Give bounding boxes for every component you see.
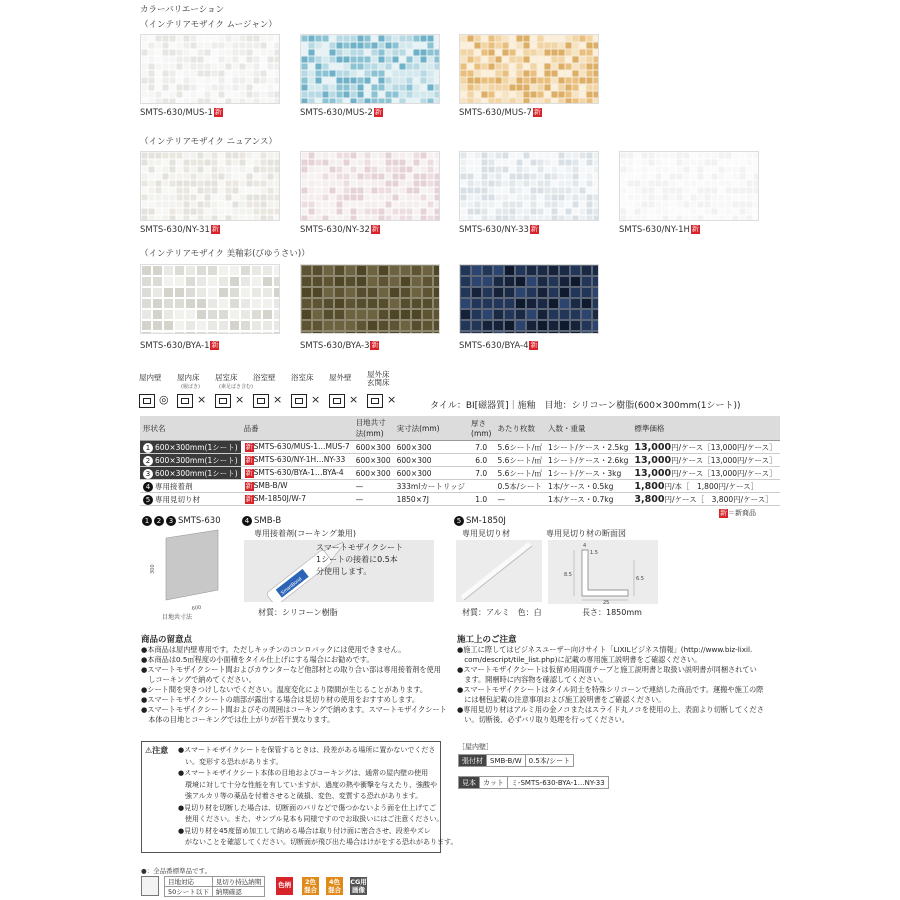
table-row bbox=[140, 454, 780, 467]
page-title: カラーバリエーション bbox=[140, 5, 225, 15]
tile-code: SMTS-630/NY-32 bbox=[300, 225, 370, 235]
note-line: ます。開梱時に内容物を確認してください。 bbox=[457, 675, 608, 684]
joint-size: 600×300 bbox=[353, 467, 394, 480]
trim-piece-icon bbox=[456, 540, 542, 602]
footer-badge: 2色 混合 bbox=[304, 878, 317, 894]
section-title: （インテリアモザイク ニュアンス） bbox=[140, 137, 278, 147]
shape-cell bbox=[140, 441, 241, 454]
section-title: 専用見切り材の断面図 bbox=[546, 529, 626, 538]
tile-code: SMTS-630/BYA-3 bbox=[300, 341, 370, 351]
note-line: ●見切り材を45度留め加工して納める場合は取り付け面に密合させ、段差やズレ bbox=[178, 826, 431, 835]
note-line: ●シート間を突きつけしないでください。温度変化により隙間が生じることがあります。 bbox=[141, 685, 428, 694]
footer-badge: 色柄 bbox=[276, 877, 293, 895]
sm-photo bbox=[456, 540, 542, 602]
price-unit: 円/ケース bbox=[671, 468, 704, 478]
product-sm-title bbox=[454, 516, 506, 526]
row-number: 3 bbox=[143, 469, 153, 479]
joint-size: 600×300 bbox=[353, 454, 394, 467]
actual-size: 1850×7J bbox=[394, 493, 468, 506]
price-sub: ［ 1,800円/ケース］ bbox=[682, 481, 759, 491]
sm-material: 材質：アルミ 色：白 bbox=[462, 608, 542, 617]
pack-weight: 1本/ケース・0.7kg bbox=[545, 493, 631, 506]
product-code: SMTS-630/BYA-1…BYA-4 bbox=[253, 468, 344, 478]
shape-name: 専用接着剤 bbox=[155, 481, 193, 491]
thickness bbox=[468, 480, 494, 493]
footer-col-joint: 目地対応 bbox=[165, 877, 213, 887]
usage-mark: × bbox=[197, 393, 207, 406]
note-line: ●専用見切り材はアルミ用の金ノコまたはスライド丸ノコを使用の上、表面より切断してくださ bbox=[457, 705, 764, 714]
tile-swatch bbox=[619, 151, 759, 221]
new-badge-icon: 新 bbox=[211, 341, 219, 349]
note-line: ●スマートモザイクシート間およびその周囲はコーキングで納めます。スマートモザイクシート bbox=[141, 705, 447, 714]
product-smb-name: SMB-B bbox=[254, 516, 282, 526]
footer-note bbox=[141, 866, 211, 875]
pack-weight: 1シート/ケース・2.5kg bbox=[545, 441, 631, 454]
adhesive-table bbox=[458, 754, 574, 767]
price-cell bbox=[631, 493, 779, 506]
price-unit: 円/ケース bbox=[664, 494, 697, 504]
warning-label-text: 注意 bbox=[152, 746, 169, 755]
shape-name: 専用見切り材 bbox=[155, 494, 200, 504]
product-smb-sub: 専用接着剤(コーキング兼用) bbox=[254, 529, 357, 538]
column-header: 品番 bbox=[241, 416, 353, 441]
tile-swatch bbox=[300, 34, 440, 104]
product-code: SMB-B/W bbox=[253, 481, 288, 491]
warning-box bbox=[141, 741, 458, 853]
pack-weight: 1本/ケース・0.5kg bbox=[545, 480, 631, 493]
dim-caption: 目地共寸法 bbox=[162, 614, 193, 621]
dim-width: 600 bbox=[191, 604, 202, 612]
spec-table bbox=[140, 416, 780, 506]
column-header: 標準価格 bbox=[631, 416, 779, 441]
tile-swatch bbox=[140, 151, 280, 221]
price-cell bbox=[631, 467, 779, 480]
price-cell bbox=[631, 454, 779, 467]
tile-label bbox=[300, 108, 383, 118]
note-line: には梱包記載の注意事項および施工説明書をご確認ください。 bbox=[457, 695, 666, 704]
mini-table-title: ［屋内壁］ bbox=[458, 743, 493, 751]
smb-desc-line: スマートモザイクシート bbox=[316, 543, 404, 552]
standard-icon bbox=[141, 876, 159, 896]
price-unit: 円/ケース bbox=[671, 442, 704, 452]
badge-2: 2 bbox=[154, 516, 164, 526]
joint-size: 600×300 bbox=[353, 441, 394, 454]
tile-code: SMTS-630/BYA-1 bbox=[140, 341, 210, 351]
adhesive-table-code: SMB-B/W bbox=[487, 755, 526, 767]
usage-mark: × bbox=[387, 393, 397, 406]
price: 1,800 bbox=[634, 480, 665, 492]
spec-table-header bbox=[140, 416, 780, 441]
badge-3: 3 bbox=[166, 516, 176, 526]
tile-label bbox=[140, 341, 219, 351]
note-line: 本体の目地とコーキングでは仕上がりが若干異なります。 bbox=[141, 715, 335, 724]
product-smts-title bbox=[142, 516, 221, 526]
new-badge-icon: 新 bbox=[245, 455, 253, 464]
note-line: 環境に対して十分な性能を有していますが、過度の熱や衝撃を与えたり、強酸や bbox=[178, 780, 437, 789]
tube-label: SmartBond bbox=[279, 576, 304, 597]
construction-notes bbox=[457, 633, 764, 725]
price: 3,800 bbox=[634, 493, 665, 505]
new-badge-icon: 新 bbox=[530, 225, 538, 233]
product-notes-title: 商品の留意点 bbox=[141, 635, 193, 645]
usage-sub-label: (素足ばき含む) bbox=[219, 384, 253, 390]
new-badge-icon: 新 bbox=[245, 494, 253, 503]
tile-label bbox=[140, 225, 220, 235]
new-legend bbox=[718, 508, 756, 518]
row-number: 4 bbox=[143, 482, 153, 492]
usage-label: 屋外床 玄関床 bbox=[367, 370, 390, 387]
smb-desc-line: 分使用します。 bbox=[316, 567, 372, 576]
sheet-shape bbox=[166, 530, 218, 600]
new-badge-icon: 新 bbox=[530, 341, 538, 349]
sample-table-code: ミ-SMTS-630-BYA-1…NY-33 bbox=[507, 777, 608, 789]
new-badge-icon: 新 bbox=[211, 225, 219, 233]
new-badge-icon: 新 bbox=[371, 341, 379, 349]
note-line: ●スマートモザイクシートの端部が露出する場合は見切り材の使用をおすすめします。 bbox=[141, 695, 420, 704]
price: 13,000 bbox=[634, 467, 672, 479]
product-code: SM-1850J/W-7 bbox=[253, 494, 307, 504]
shape-name: 600×300mm(1シート) bbox=[155, 468, 238, 478]
column-header: 実寸法(mm) bbox=[394, 416, 468, 441]
usage-icons bbox=[139, 370, 419, 414]
usage-sub-label: (履ばき) bbox=[181, 384, 200, 390]
tile-swatch bbox=[459, 264, 599, 334]
per-area: — bbox=[494, 493, 544, 506]
price-unit: 円/ケース bbox=[671, 455, 704, 465]
table-row bbox=[140, 480, 780, 493]
per-area: 5.6シート/㎡ bbox=[494, 467, 544, 480]
note-line: ●スマートモザイクシートは仮留め用両面テープと施工説明書と取扱い説明書が同梱されてい bbox=[457, 665, 757, 674]
dim-height: 300 bbox=[150, 564, 156, 574]
adhesive-table-label: 張付材 bbox=[459, 755, 487, 767]
note-line: ●施工に際してはビジネスユーザー向けサイト「LIXILビジネス情報」(http://www.biz-lixil. bbox=[457, 645, 753, 654]
row-number: 2 bbox=[143, 456, 153, 466]
new-badge-icon: 新 bbox=[533, 108, 541, 116]
footer-badge: 4色 混合 bbox=[328, 878, 341, 894]
tile-swatch bbox=[459, 34, 599, 104]
usage-label: 浴室床 bbox=[291, 373, 314, 382]
table-row bbox=[140, 441, 780, 454]
new-badge-icon: 新 bbox=[374, 108, 382, 116]
code-cell bbox=[241, 441, 353, 454]
per-area: 5.6シート/㎡ bbox=[494, 441, 544, 454]
pack-weight: 1シート/ケース・2.6kg bbox=[545, 454, 631, 467]
tile-code: SMTS-630/MUS-7 bbox=[459, 108, 532, 118]
shape-name: 600×300mm(1シート) bbox=[155, 455, 238, 465]
dim-25: 25 bbox=[603, 600, 610, 604]
joint-size: — bbox=[353, 480, 394, 493]
note-line: い。切断後、必ずバリ取り処理を行ってください。 bbox=[457, 715, 629, 724]
footer-badge: CG用 画像 bbox=[350, 878, 367, 894]
tile-label bbox=[300, 225, 380, 235]
column-header: 厚さ(mm) bbox=[468, 416, 494, 441]
table-row bbox=[140, 493, 780, 506]
new-badge-icon: 新 bbox=[691, 225, 699, 233]
row-number: 1 bbox=[143, 443, 153, 453]
shape-cell bbox=[140, 493, 241, 506]
thickness: 1.0 bbox=[468, 493, 494, 506]
price-cell bbox=[631, 480, 779, 493]
usage-symbol-icon bbox=[329, 394, 345, 408]
product-smb-title bbox=[242, 516, 281, 526]
section-title: （インテリアモザイク 美釉彩(びゆうさい)） bbox=[140, 249, 310, 259]
actual-size: 333mlカートリッジ bbox=[394, 480, 468, 493]
sample-table bbox=[458, 776, 609, 789]
spec-line: タイル：BⅠ[磁器質]｜施釉 目地：シリコーン樹脂(600×300mm(1シート)) bbox=[430, 401, 741, 411]
price-sub: ［13,000円/ケース］ bbox=[703, 455, 777, 465]
joint-size: — bbox=[353, 493, 394, 506]
warning-label bbox=[145, 745, 168, 756]
tile-label bbox=[459, 108, 542, 118]
smts-sheet-drawing bbox=[148, 528, 228, 620]
adhesive-table-usage: 0.5本/シート bbox=[525, 755, 574, 767]
note-line: ●本商品は屋内壁専用です。ただしキッチンのコンロバックには使用できません。 bbox=[141, 645, 406, 654]
code-cell bbox=[241, 454, 353, 467]
section-title: （インテリアモザイク ムージャン） bbox=[140, 20, 277, 30]
note-line: がないことを確認してください。切断面が飛び出た場合はけがをする恐れがあります。 bbox=[178, 838, 458, 846]
tile-label bbox=[459, 341, 538, 351]
new-badge-icon: 新 bbox=[245, 442, 253, 451]
warning-triangle-icon: ⚠ bbox=[145, 746, 153, 755]
tile-code: SMTS-630/NY-31 bbox=[140, 225, 210, 235]
shape-name: 600×300mm(1シート) bbox=[155, 442, 238, 452]
shape-cell bbox=[140, 454, 241, 467]
badge-4: 4 bbox=[242, 516, 252, 526]
dim-6-5: 6.5 bbox=[636, 576, 644, 582]
note-line: ●スマートモザイクシート本体の目地およびコーキングは、通常の屋内壁の使用 bbox=[178, 769, 429, 777]
footer-val-delivery: 納期確認 bbox=[212, 887, 265, 897]
note-line: ●見切り材を切断した場合は、切断面のバリなどで傷つかないよう面を仕上げてご bbox=[178, 803, 437, 812]
new-badge-icon: 新 bbox=[245, 481, 253, 490]
tile-code: SMTS-630/NY-1H bbox=[619, 225, 690, 235]
dim-4: 4 bbox=[583, 543, 587, 549]
new-legend-text: ＝新商品 bbox=[728, 509, 756, 517]
new-badge-icon: 新 bbox=[720, 508, 727, 517]
usage-symbol-icon bbox=[291, 394, 307, 408]
product-code: SMTS-630/MUS-1…MUS-7 bbox=[253, 442, 350, 452]
note-line: ●本商品は0.5㎡程度の小面積をタイル仕上げにする場合にお勧めです。 bbox=[141, 655, 374, 664]
actual-size: 600×300 bbox=[394, 454, 468, 467]
tile-code: SMTS-630/MUS-1 bbox=[140, 108, 213, 118]
actual-size: 600×300 bbox=[394, 441, 468, 454]
tile-swatch bbox=[300, 264, 440, 334]
usage-mark: × bbox=[349, 393, 359, 406]
tile-swatch bbox=[459, 151, 599, 221]
thickness: 6.0 bbox=[468, 454, 494, 467]
tile-label bbox=[300, 341, 379, 351]
usage-symbol-icon bbox=[177, 394, 193, 408]
note-line: い。変形する恐れがあります。 bbox=[178, 757, 283, 766]
column-header: 入数・重量 bbox=[545, 416, 631, 441]
code-cell bbox=[241, 467, 353, 480]
tile-label bbox=[459, 225, 539, 235]
shape-cell bbox=[140, 467, 241, 480]
dim-1-5: 1.5 bbox=[590, 550, 598, 556]
usage-mark: × bbox=[273, 393, 283, 406]
product-smts-name: SMTS-630 bbox=[178, 516, 221, 526]
tile-swatch bbox=[140, 264, 280, 334]
row-number: 5 bbox=[143, 495, 153, 505]
footer-note-text: ●：全品番標準品です。 bbox=[141, 867, 212, 875]
sample-table-type: カット bbox=[480, 777, 508, 789]
footer-table bbox=[164, 876, 265, 897]
footer-val-joint: 50シート以下 bbox=[165, 887, 213, 897]
code-cell bbox=[241, 493, 353, 506]
usage-label: 屋内床 bbox=[177, 373, 200, 382]
per-area: 5.6シート/㎡ bbox=[494, 454, 544, 467]
trim-section-drawing bbox=[548, 540, 658, 604]
product-sm-name: SM-1850J bbox=[466, 516, 506, 526]
column-header: 形状名 bbox=[140, 416, 241, 441]
note-line: 使用ください。また、サンプル見本も同様ですのでお取扱いにはご注意ください。 bbox=[178, 815, 444, 823]
usage-mark: ◎ bbox=[159, 393, 169, 406]
tile-label bbox=[140, 108, 223, 118]
usage-label: 居室床 bbox=[215, 373, 238, 382]
new-badge-icon: 新 bbox=[214, 108, 222, 116]
tile-swatch bbox=[300, 151, 440, 221]
pack-weight: 1シート/ケース・3kg bbox=[545, 467, 631, 480]
sm-length: 長さ：1850mm bbox=[582, 608, 642, 617]
smb-material: 材質：シリコーン樹脂 bbox=[258, 608, 338, 617]
tile-code: SMTS-630/BYA-4 bbox=[459, 341, 529, 351]
sample-table-label: 見本 bbox=[459, 777, 480, 789]
column-header: 目地共寸法(mm) bbox=[353, 416, 394, 441]
usage-label: 浴室壁 bbox=[253, 373, 276, 382]
construction-notes-title: 施工上のご注意 bbox=[457, 635, 517, 645]
note-line: 強アルカリ等の薬品を付着させると破損、変色、変質する恐れがあります。 bbox=[178, 792, 423, 800]
usage-symbol-icon bbox=[253, 394, 269, 408]
new-badge-icon: 新 bbox=[371, 225, 379, 233]
product-code: SMTS-630/NY-1H…NY-33 bbox=[253, 455, 346, 465]
thickness: 7.0 bbox=[468, 467, 494, 480]
usage-mark: × bbox=[311, 393, 321, 406]
tile-code: SMTS-630/NY-33 bbox=[459, 225, 529, 235]
tile-code: SMTS-630/MUS-2 bbox=[300, 108, 373, 118]
price-sub: ［ 3,800円/ケース］ bbox=[696, 494, 773, 504]
thickness: 7.0 bbox=[468, 441, 494, 454]
note-line: ●スマートモザイクシートを保管するときは、段差がある場所に置かないでくださ bbox=[178, 746, 436, 754]
product-notes bbox=[141, 633, 447, 725]
badge-1: 1 bbox=[142, 516, 152, 526]
per-area: 0.5本/シート bbox=[494, 480, 544, 493]
table-row bbox=[140, 467, 780, 480]
new-badge-icon: 新 bbox=[245, 468, 253, 477]
usage-label: 屋内壁 bbox=[139, 373, 162, 382]
price-sub: ［13,000円/ケース］ bbox=[703, 442, 777, 452]
note-line: ●スマートモザイクシートはタイル同士を特殊シリコーンで連結した商品です。運搬や施工の際 bbox=[457, 685, 764, 694]
badge-5: 5 bbox=[454, 516, 464, 526]
tile-swatch bbox=[140, 34, 280, 104]
footer-col-delivery: 見切り持込納期 bbox=[212, 877, 265, 887]
smb-desc-line: 1シートの接着に0.5本 bbox=[316, 555, 398, 564]
smb-desc bbox=[316, 542, 403, 578]
note-line: しコーキングで納めてください。 bbox=[141, 675, 256, 684]
usage-label: 屋外壁 bbox=[329, 373, 352, 382]
usage-mark: × bbox=[235, 393, 245, 406]
tile-label bbox=[619, 225, 700, 235]
dim-8-5: 8.5 bbox=[564, 572, 572, 578]
note-line: ●スマートモザイクシート間およびカウンターなど他部材との取り合い部は専用接着剤を使用 bbox=[141, 665, 441, 674]
price: 13,000 bbox=[634, 441, 672, 453]
product-sm-sub: 専用見切り材 bbox=[462, 529, 510, 538]
actual-size: 600×300 bbox=[394, 467, 468, 480]
usage-symbol-icon bbox=[139, 394, 155, 408]
price-unit: 円/本 bbox=[664, 481, 683, 491]
column-header: あたり枚数 bbox=[494, 416, 544, 441]
shape-cell bbox=[140, 480, 241, 493]
price-sub: ［13,000円/ケース］ bbox=[703, 468, 777, 478]
price-cell bbox=[631, 441, 779, 454]
code-cell bbox=[241, 480, 353, 493]
note-line: com/descript/tile_list.php)に記載の専用施工説明書をご確認ください。 bbox=[457, 655, 702, 664]
price: 13,000 bbox=[634, 454, 672, 466]
usage-symbol-icon bbox=[215, 394, 231, 408]
usage-symbol-icon bbox=[367, 394, 383, 408]
